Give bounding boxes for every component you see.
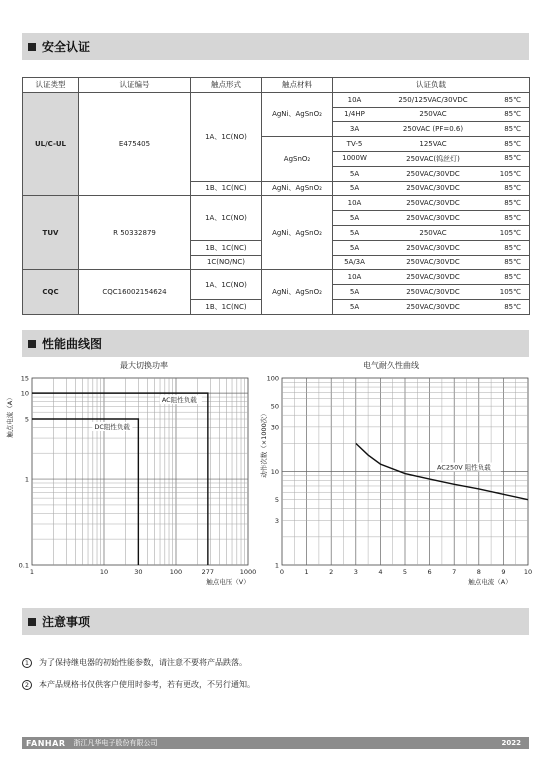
load-cell: 10A 250VAC/30VDC 85℃ (333, 270, 530, 285)
table-row (23, 270, 530, 285)
load-cell: 1/4HP 250VAC 85℃ (333, 107, 530, 122)
contact-form: 1B、1C(NC) (191, 299, 262, 314)
section-title: 注意事项 (42, 615, 91, 629)
header-cell: 认证负载 (333, 78, 530, 93)
load-cell: 5A 250VAC/30VDC 85℃ (333, 181, 530, 196)
x-tick-label: 100 (169, 568, 183, 576)
section-header-notes (22, 608, 529, 635)
x-tick-label: 1000 (239, 568, 257, 576)
y-tick-label: 0.1 (18, 561, 29, 570)
chart-title-switching-power: 最大切换功率 (120, 361, 168, 370)
circled-number-icon: 1 (22, 658, 32, 668)
circled-number-icon: 2 (22, 680, 32, 690)
x-tick-label: 10 (99, 568, 109, 576)
section-header-safety (22, 33, 529, 60)
x-tick-label: 9 (501, 568, 506, 576)
load-cell: 5A 250VAC/30VDC 85℃ (333, 240, 530, 255)
load-cell: 3A 250VAC (PF=0.6) 85℃ (333, 122, 530, 137)
contact-material: AgSnO₂ (262, 137, 333, 181)
x-tick-label: 0 (279, 568, 285, 576)
x-tick-label: 277 (201, 568, 215, 576)
cert-number-ul: E475405 (79, 92, 191, 196)
contact-form: 1C(NO/NC) (191, 255, 262, 270)
cert-type-cqc: CQC (23, 270, 79, 314)
contact-material: AgNi、AgSnO₂ (262, 196, 333, 270)
series-label: AC250V 阻性负载 (436, 463, 491, 472)
x-axis-label: 触点电流（A） (468, 578, 512, 586)
brand-logo: FANHAR (26, 738, 66, 748)
x-tick-label: 8 (476, 568, 481, 576)
y-tick-label: 1 (274, 561, 279, 570)
y-tick-label: 5 (24, 415, 29, 424)
y-tick-label: 15 (20, 374, 29, 383)
contact-material: AgNi、AgSnO₂ (262, 92, 333, 136)
y-tick-label: 100 (266, 374, 279, 383)
contact-form: 1B、1C(NC) (191, 240, 262, 255)
square-bullet-icon (28, 618, 36, 626)
cert-type-ul: UL/C-UL (23, 92, 79, 196)
load-cell: 1000W 250VAC(钨丝灯) 85℃ (333, 151, 530, 166)
y-tick-label: 5 (274, 496, 279, 505)
section-title: 性能曲线图 (42, 337, 103, 351)
x-tick-label: 5 (402, 568, 408, 576)
contact-material: AgNi、AgSnO₂ (262, 270, 333, 314)
y-tick-label: 10 (20, 389, 29, 398)
y-tick-label: 3 (274, 516, 279, 525)
footer-bar (22, 737, 529, 749)
contact-material: AgNi、AgSnO₂ (262, 181, 333, 196)
x-tick-label: 6 (427, 568, 432, 576)
load-cell: 5A 250VAC/30VDC 105℃ (333, 166, 530, 181)
contact-form: 1A、1C(NO) (191, 92, 262, 181)
y-axis-label: 触点电流（A） (6, 394, 14, 438)
company-name: 浙江凡华电子股份有限公司 (73, 739, 158, 747)
header-cell: 认证类型 (23, 78, 79, 93)
note-item (22, 679, 255, 690)
cert-type-tuv: TUV (23, 196, 79, 270)
cert-number-tuv: R 50332879 (79, 196, 191, 270)
note-item (22, 657, 247, 668)
contact-form: 1A、1C(NO) (191, 270, 262, 300)
y-tick-label: 30 (270, 423, 279, 432)
contact-form: 1B、1C(NC) (191, 181, 262, 196)
note-text: 本产品规格书仅供客户使用时参考，若有更改，不另行通知。 (39, 680, 255, 689)
contact-form: 1A、1C(NO) (191, 196, 262, 240)
x-tick-label: 7 (452, 568, 457, 576)
table-row (23, 92, 530, 107)
load-cell: 5A 250VAC/30VDC 105℃ (333, 285, 530, 300)
endurance-chart (0, 368, 546, 598)
y-tick-label: 1 (24, 475, 29, 484)
section-title: 安全认证 (42, 40, 91, 54)
load-cell: 5A 250VAC/30VDC 85℃ (333, 299, 530, 314)
header-cell: 触点材料 (262, 78, 333, 93)
y-tick-label: 50 (270, 402, 279, 411)
note-text: 为了保持继电器的初始性能参数，请注意不要将产品跌落。 (39, 658, 247, 667)
x-tick-label: 1 (304, 568, 309, 576)
cert-number-cqc: CQC16002154624 (79, 270, 191, 314)
x-tick-label: 30 (134, 568, 143, 576)
header-cell: 认证编号 (79, 78, 191, 93)
y-tick-label: 10 (270, 468, 279, 476)
certification-table (22, 77, 530, 315)
load-cell: 5A/3A 250VAC/30VDC 85℃ (333, 255, 530, 270)
square-bullet-icon (28, 43, 36, 51)
load-cell: 10A 250VAC/30VDC 85℃ (333, 196, 530, 211)
section-header-performance (22, 330, 529, 357)
square-bullet-icon (28, 340, 36, 348)
table-row (23, 196, 530, 211)
load-cell: 10A 250/125VAC/30VDC 85℃ (333, 92, 530, 107)
load-cell: 5A 250VAC/30VDC 85℃ (333, 211, 530, 226)
x-tick-label: 4 (378, 568, 383, 576)
x-tick-label: 2 (329, 568, 334, 576)
y-axis-label: 动作次数（×1000次） (260, 410, 268, 478)
footer-year: 2022 (501, 739, 521, 747)
load-cell: TV-5 125VAC 85℃ (333, 137, 530, 152)
series-label: DC阻性负载 (94, 423, 130, 432)
load-cell: 5A 250VAC 105℃ (333, 225, 530, 240)
header-cell: 触点形式 (191, 78, 262, 93)
x-tick-label: 1 (29, 568, 35, 576)
x-tick-label: 3 (353, 568, 358, 576)
table-header-row (23, 78, 530, 93)
series-label: AC阻性负载 (161, 396, 197, 405)
x-tick-label: 10 (523, 568, 533, 576)
x-axis-label: 触点电压（V） (206, 578, 250, 586)
chart-title-endurance: 电气耐久性曲线 (363, 361, 419, 370)
